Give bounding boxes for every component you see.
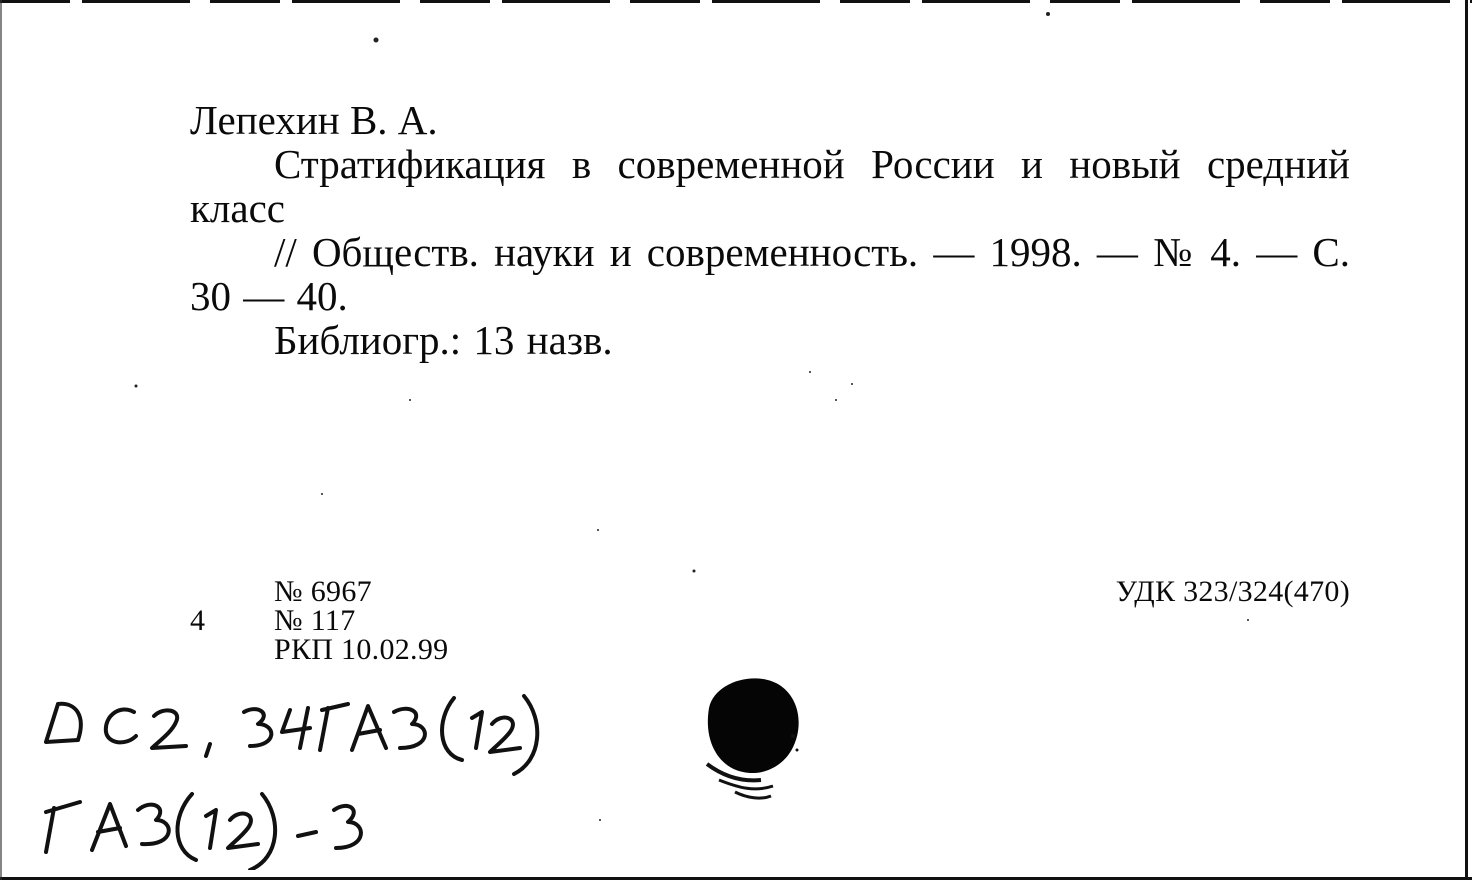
registration-block (274, 577, 448, 664)
scan-edge-left (0, 0, 2, 880)
udk-code: УДК 323/324(470) (1115, 575, 1350, 608)
list-number: № 117 (274, 604, 356, 637)
scan-edge-right (1465, 0, 1468, 880)
bibliography-note: Библиогр.: 13 назв. (274, 317, 613, 363)
author-name: Лепехин В. А. (190, 97, 438, 143)
card-number: № 6967 (274, 575, 372, 608)
bibliographic-record (190, 98, 1350, 362)
margin-number: 4 (190, 604, 206, 637)
article-title: Стратификация в современной России и новый средний класс (190, 141, 1350, 231)
scan-edge-top (0, 0, 1472, 3)
source-citation: // Обществ. науки и современность. — 1998. — № 4. — С. 30 — 40. (190, 229, 1350, 319)
punched-hole-mark (695, 672, 807, 804)
registration-date: РКП 10.02.99 (274, 633, 449, 666)
handwritten-shelfmark (36, 690, 556, 870)
